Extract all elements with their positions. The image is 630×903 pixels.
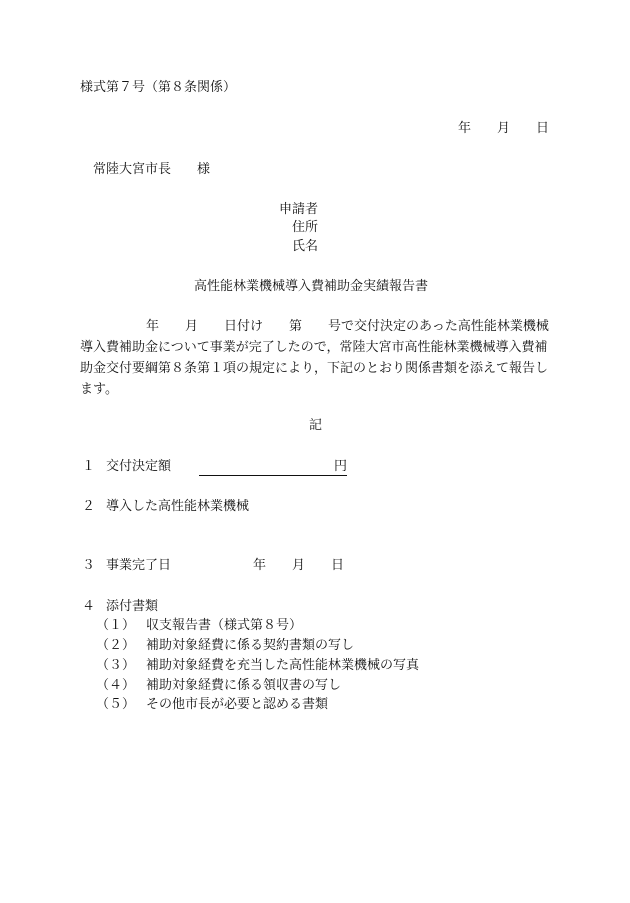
attachment-number: （２） bbox=[96, 638, 136, 653]
attachment-item: その他市長が必要と認める書類 bbox=[146, 697, 329, 712]
attachment-item: 補助対象経費に係る契約書類の写し bbox=[146, 638, 355, 653]
body-date-prefix: 年 月 日付け 第 号で交付決定のあった高性能林業機 bbox=[146, 319, 536, 334]
item2-label: 導入した高性能林業機械 bbox=[106, 499, 250, 514]
body-text: 械導入費補助金について事業が完了したので，常陸大宮市高性能林業機械導入費補助金交付要綱第８条第１項の規定により，下記のとおり関係書類を添えて報告します。 bbox=[80, 319, 549, 397]
addressee: 常陸大宮市長 様 bbox=[93, 162, 211, 177]
item1-label: 交付決定額 bbox=[106, 459, 172, 474]
grant-amount-unit: 円 bbox=[199, 459, 347, 476]
name-label: 氏名 bbox=[292, 239, 319, 254]
form-number: 様式第７号（第８条関係） bbox=[80, 80, 237, 95]
item1-number: １ bbox=[82, 459, 96, 474]
applicant-label: 申請者 bbox=[279, 202, 319, 217]
body-paragraph bbox=[80, 316, 552, 400]
attachment-item: 補助対象経費に係る領収書の写し bbox=[146, 678, 342, 693]
attachment-number: （３） bbox=[96, 658, 136, 673]
date-line: 年 月 日 bbox=[458, 121, 550, 136]
item4-label: 添付書類 bbox=[106, 599, 159, 614]
ki-marker: 記 bbox=[309, 418, 323, 433]
attachment-item: 補助対象経費を充当した高性能林業機械の写真 bbox=[146, 658, 420, 673]
completion-date: 年 月 日 bbox=[253, 558, 345, 573]
attachment-number: （１） bbox=[96, 618, 136, 633]
item4-number: ４ bbox=[82, 599, 96, 614]
grant-amount-field bbox=[199, 459, 347, 476]
document-title: 高性能林業機械導入費補助金実績報告書 bbox=[194, 279, 429, 294]
item3-label: 事業完了日 bbox=[106, 558, 172, 573]
item2-number: ２ bbox=[82, 499, 96, 514]
address-label: 住所 bbox=[292, 220, 319, 235]
item3-number: ３ bbox=[82, 558, 96, 573]
attachment-number: （４） bbox=[96, 678, 136, 693]
attachment-item: 収支報告書（様式第８号） bbox=[146, 618, 303, 633]
attachment-number: （５） bbox=[96, 697, 136, 712]
